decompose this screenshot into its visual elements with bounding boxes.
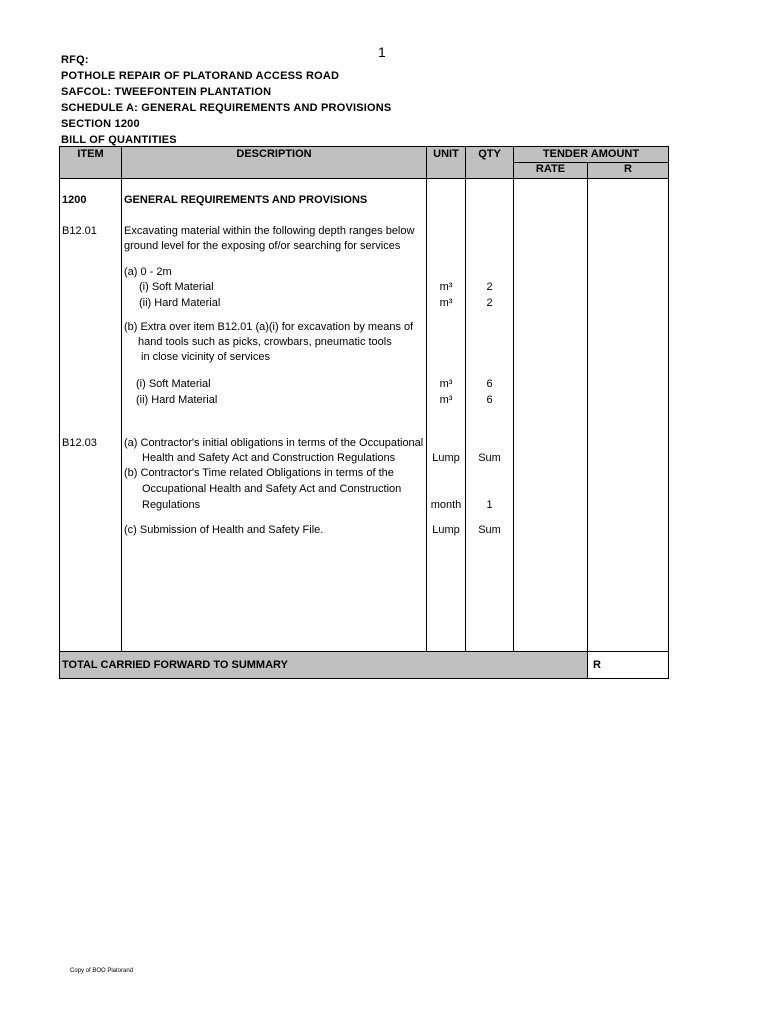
divider-rate [587,162,588,678]
b1201-b-i-qty: 6 [486,378,493,390]
b1201-a-label: (a) 0 - 2m [124,266,172,278]
footer-note: Copy of BOO Platorand [70,968,134,974]
item-code-b1201: B12.01 [62,225,97,237]
section-title: GENERAL REQUIREMENTS AND PROVISIONS [124,194,368,206]
b1201-a-soft-material: (i) Soft Material [139,281,214,293]
b1203-a-qty: Sum [478,452,501,464]
b1201-b-line: (b) Extra over item B12.01 (a)(i) for excavation by means of [124,321,414,333]
b1201-a-i-qty: 2 [486,281,493,293]
column-header-qty: QTY [478,148,501,160]
divider-header-bottom [60,178,668,179]
bill-of-quantities-table [59,146,669,679]
column-header-description: DESCRIPTION [236,148,312,160]
header-section: SECTION 1200 [61,118,140,130]
total-carried-forward-label: TOTAL CARRIED FORWARD TO SUMMARY [62,659,288,671]
b1201-b-line: hand tools such as picks, crowbars, pneumatic tools [138,336,392,348]
b1201-a-i-unit: m³ [439,281,453,293]
header-schedule: SCHEDULE A: GENERAL REQUIREMENTS AND PROVISIONS [61,102,392,114]
b1201-b-hard-material: (ii) Hard Material [136,394,218,406]
column-header-tender-amount: TENDER AMOUNT [542,148,640,160]
header-boq: BILL OF QUANTITIES [61,134,177,146]
section-item-code: 1200 [62,194,87,206]
b1203-a-line: (a) Contractor's initial obligations in terms of the Occupational [124,437,424,449]
b1203-b-line: Regulations [142,499,201,511]
b1203-b-unit: month [430,499,462,511]
document-header [61,52,391,148]
b1201-b-ii-unit: m³ [439,394,453,406]
b1203-b-line: (b) Contractor's Time related Obligations in terms of the [124,467,394,479]
b1201-b-ii-qty: 6 [486,394,493,406]
column-header-r: R [624,163,632,175]
b1203-c-line: (c) Submission of Health and Safety File. [124,524,324,536]
b1201-b-i-unit: m³ [439,378,453,390]
b1201-a-ii-qty: 2 [486,297,493,309]
b1203-a-line: Health and Safety Act and Construction Regulations [142,452,396,464]
item-code-b1203: B12.03 [62,437,97,449]
header-rfq: RFQ: [61,54,89,66]
b1201-a-hard-material: (ii) Hard Material [139,297,221,309]
b1203-b-line: Occupational Health and Safety Act and Construction [142,483,402,495]
page-number: 1 [378,44,386,60]
column-header-item: ITEM [77,148,104,160]
header-client: SAFCOL: TWEEFONTEIN PLANTATION [61,86,272,98]
b1201-a-ii-unit: m³ [439,297,453,309]
header-project-title: POTHOLE REPAIR OF PLATORAND ACCESS ROAD [61,70,340,82]
b1201-b-line: in close vicinity of services [141,351,270,363]
b1203-b-qty: 1 [486,499,493,511]
column-header-rate: RATE [535,163,566,175]
divider-qty [513,147,514,651]
divider-total-top [60,651,668,652]
b1203-c-qty: Sum [478,524,501,536]
divider-item [121,147,122,651]
b1203-c-unit: Lump [432,524,460,536]
b1203-a-unit: Lump [432,452,460,464]
total-r-label: R [593,659,601,671]
b1201-b-soft-material: (i) Soft Material [136,378,211,390]
column-header-unit: UNIT [433,148,459,160]
b1201-description-line: Excavating material within the following depth ranges below [124,225,415,237]
b1201-description-line: ground level for the exposing of/or searching for services [124,240,401,252]
